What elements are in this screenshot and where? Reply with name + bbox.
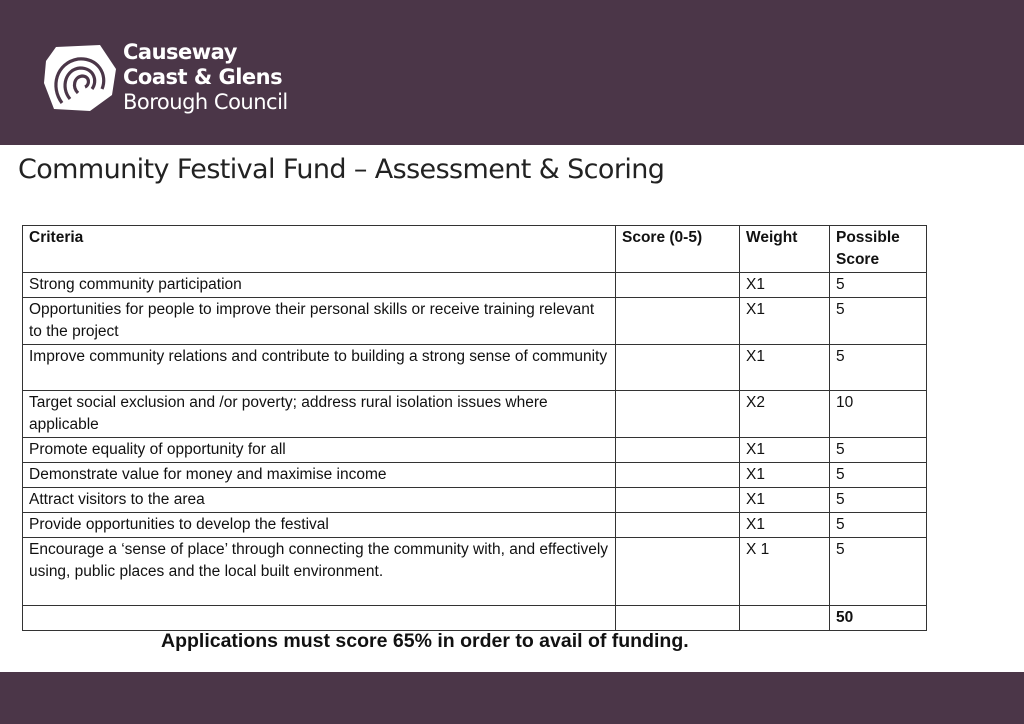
table-row bbox=[23, 345, 927, 391]
criteria-cell: Improve community relations and contribute to building a strong sense of community bbox=[23, 345, 616, 391]
logo-line-1: Causeway bbox=[123, 40, 237, 64]
table-header-row bbox=[23, 226, 927, 273]
criteria-cell: Attract visitors to the area bbox=[23, 488, 616, 513]
scoring-table bbox=[22, 225, 927, 631]
score-cell bbox=[616, 538, 740, 606]
possible-score-cell: 5 bbox=[830, 463, 927, 488]
weight-cell: X1 bbox=[740, 463, 830, 488]
possible-score-cell: 5 bbox=[830, 298, 927, 345]
criteria-cell: Opportunities for people to improve their personal skills or receive training relevant to the project bbox=[23, 298, 616, 345]
score-cell bbox=[616, 488, 740, 513]
possible-score-cell: 5 bbox=[830, 345, 927, 391]
criteria-cell: Strong community participation bbox=[23, 273, 616, 298]
weight-cell: X2 bbox=[740, 391, 830, 438]
weight-cell: X1 bbox=[740, 488, 830, 513]
possible-score-cell: 5 bbox=[830, 513, 927, 538]
column-header-possible: Possible Score bbox=[830, 226, 927, 273]
possible-score-cell: 10 bbox=[830, 391, 927, 438]
weight-cell: X1 bbox=[740, 513, 830, 538]
criteria-cell: Promote equality of opportunity for all bbox=[23, 438, 616, 463]
score-cell bbox=[616, 273, 740, 298]
score-cell bbox=[616, 438, 740, 463]
table-row bbox=[23, 488, 927, 513]
weight-cell: X1 bbox=[740, 273, 830, 298]
total-score: 50 bbox=[830, 606, 927, 631]
page-title: Community Festival Fund – Assessment & Scoring bbox=[18, 154, 665, 185]
score-cell bbox=[616, 391, 740, 438]
score-cell bbox=[616, 463, 740, 488]
weight-cell: X1 bbox=[740, 298, 830, 345]
table-row bbox=[23, 463, 927, 488]
weight-cell: X1 bbox=[740, 438, 830, 463]
weight-cell: X 1 bbox=[740, 538, 830, 606]
table-row bbox=[23, 391, 927, 438]
score-cell bbox=[616, 513, 740, 538]
possible-score-cell: 5 bbox=[830, 538, 927, 606]
possible-score-cell: 5 bbox=[830, 273, 927, 298]
column-header-criteria: Criteria bbox=[23, 226, 616, 273]
column-header-weight: Weight bbox=[740, 226, 830, 273]
logo-line-2: Coast & Glens bbox=[123, 65, 283, 89]
criteria-cell: Target social exclusion and /or poverty; address rural isolation issues where applicable bbox=[23, 391, 616, 438]
column-header-score: Score (0-5) bbox=[616, 226, 740, 273]
table-row bbox=[23, 538, 927, 606]
score-cell bbox=[616, 298, 740, 345]
funding-note: Applications must score 65% in order to avail of funding. bbox=[161, 630, 689, 652]
table-row bbox=[23, 438, 927, 463]
logo-line-3: Borough Council bbox=[123, 90, 288, 114]
table-row bbox=[23, 298, 927, 345]
possible-score-cell: 5 bbox=[830, 438, 927, 463]
criteria-cell: Encourage a ‘sense of place’ through connecting the community with, and effectively using, public places and the local built environment. bbox=[23, 538, 616, 606]
table-row bbox=[23, 273, 927, 298]
possible-score-cell: 5 bbox=[830, 488, 927, 513]
score-cell bbox=[616, 345, 740, 391]
footer-band bbox=[0, 672, 1024, 724]
table-row bbox=[23, 513, 927, 538]
council-logo-text bbox=[123, 40, 288, 115]
weight-cell: X1 bbox=[740, 345, 830, 391]
criteria-cell: Demonstrate value for money and maximise income bbox=[23, 463, 616, 488]
criteria-cell: Provide opportunities to develop the festival bbox=[23, 513, 616, 538]
total-row bbox=[23, 606, 927, 631]
council-logo-icon bbox=[42, 43, 118, 113]
